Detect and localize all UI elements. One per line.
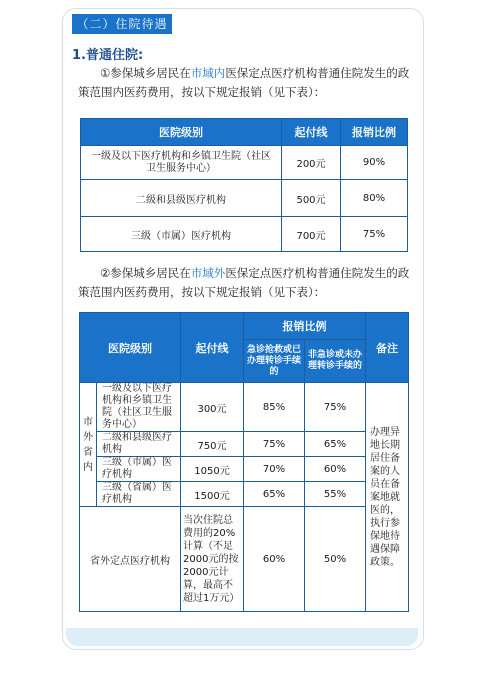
reimbursement-table-inside xyxy=(80,118,408,252)
t2-row4-threshold: 1500元 xyxy=(181,482,244,507)
table-row xyxy=(81,180,408,217)
t1-row3-ratio: 75% xyxy=(341,217,408,252)
t2-row2-level: 二级和县级医疗机构 xyxy=(97,432,181,457)
t2-row1-level: 一级及以下医疗机构和乡镇卫生院（社区卫生服务中心） xyxy=(97,383,181,432)
para2-suffix: 医保定点医疗机构普通住院发生的政策范围内医药费用，按以下规定报销（见下表）： xyxy=(78,266,410,299)
paragraph-city-outside xyxy=(78,264,414,302)
t2-header-threshold: 起付线 xyxy=(181,313,244,383)
section-tag: （二）住院待遇 xyxy=(72,14,172,34)
t1-row1-level: 一级及以下医疗机构和乡镇卫生院（社区卫生服务中心） xyxy=(81,146,282,180)
table-row xyxy=(80,482,409,507)
t2-header-ratio-emergency: 急诊抢救或已办理转诊手续的 xyxy=(244,340,305,383)
para1-highlight: 市域内 xyxy=(190,66,226,80)
card-bottom-band xyxy=(66,628,418,646)
para1-prefix: ①参保城乡居民在 xyxy=(100,66,191,80)
table-row xyxy=(80,507,409,612)
table-row xyxy=(81,146,408,180)
t2-outside-threshold: 当次住院总费用的20%计算（不足2000元的按2000元计算，最高不超过1万元） xyxy=(181,507,244,612)
t2-outside-level: 省外定点医疗机构 xyxy=(80,507,181,612)
t2-row1-b: 75% xyxy=(305,383,366,432)
t2-row2-threshold: 750元 xyxy=(181,432,244,457)
t1-row1-threshold: 200元 xyxy=(282,146,341,180)
t2-row4-level: 三级（省属）医疗机构 xyxy=(97,482,181,507)
table-row xyxy=(80,432,409,457)
t2-outside-b: 50% xyxy=(305,507,366,612)
t2-row1-threshold: 300元 xyxy=(181,383,244,432)
t1-row2-threshold: 500元 xyxy=(282,180,341,217)
t2-row4-a: 65% xyxy=(244,482,305,507)
sub-title: 1.普通住院: xyxy=(72,48,144,63)
t2-row1-a: 85% xyxy=(244,383,305,432)
t1-header-ratio: 报销比例 xyxy=(341,119,408,146)
t2-row4-b: 55% xyxy=(305,482,366,507)
para1-suffix: 医保定点医疗机构普通住院发生的政策范围内医药费用，按以下规定报销（见下表）： xyxy=(78,66,410,99)
t2-header-ratio-non-emergency: 非急诊或未办理转诊手续的 xyxy=(305,340,366,383)
t1-row3-level: 三级（市属）医疗机构 xyxy=(81,217,282,252)
t1-row2-ratio: 80% xyxy=(341,180,408,217)
t2-outside-a: 60% xyxy=(244,507,305,612)
table-row xyxy=(80,457,409,482)
bottom-margin xyxy=(0,660,498,684)
reimbursement-table-outside xyxy=(79,312,409,612)
para2-prefix: ②参保城乡居民在 xyxy=(100,266,191,280)
t2-group-label: 市外省内 xyxy=(80,383,97,507)
t2-note: 办理异地长期居住备案的人员在备案地就医的，执行参保地待遇保障政策。 xyxy=(366,383,409,612)
t1-row1-ratio: 90% xyxy=(341,146,408,180)
paragraph-city-inside xyxy=(78,64,414,102)
t2-row3-threshold: 1050元 xyxy=(181,457,244,482)
t1-row3-threshold: 700元 xyxy=(282,217,341,252)
t2-row2-b: 65% xyxy=(305,432,366,457)
para2-highlight: 市域外 xyxy=(190,266,226,280)
t1-header-level: 医院级别 xyxy=(81,119,282,146)
table-row xyxy=(81,217,408,252)
t2-row2-a: 75% xyxy=(244,432,305,457)
t1-row2-level: 二级和县级医疗机构 xyxy=(81,180,282,217)
table-row xyxy=(80,383,409,432)
t2-header-note: 备注 xyxy=(366,313,409,383)
t2-header-ratio: 报销比例 xyxy=(244,313,366,340)
t2-row3-level: 三级（市属）医疗机构 xyxy=(97,457,181,482)
t1-header-threshold: 起付线 xyxy=(282,119,341,146)
t2-row3-a: 70% xyxy=(244,457,305,482)
t2-row3-b: 60% xyxy=(305,457,366,482)
t2-header-level: 医院级别 xyxy=(80,313,181,383)
